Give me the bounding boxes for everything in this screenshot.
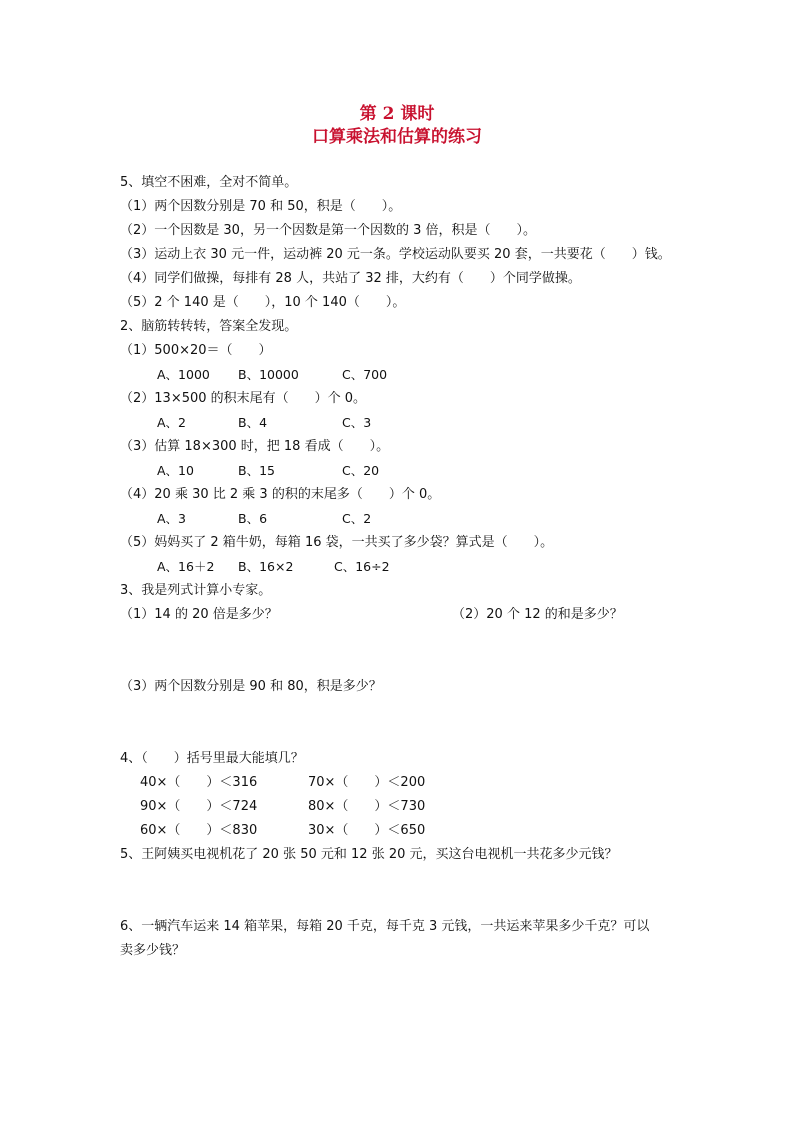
choice-option-a: A、16＋2: [157, 559, 215, 574]
section-heading-fill-blanks: 5、填空不困难，全对不简单。: [120, 175, 298, 190]
inequality-item: 40×（ ）＜316: [140, 775, 258, 790]
choice-option-c: C、20: [342, 463, 380, 478]
choice-question-stem: （4）20 乘 30 比 2 乘 3 的积的末尾多（ ）个 0。: [120, 487, 441, 502]
question-item: （2）一个因数是 30，另一个因数是第一个因数的 3 倍，积是（ ）。: [120, 223, 536, 238]
question-item: （4）同学们做操，每排有 28 人，共站了 32 排，大约有（ ）个同学做操。: [120, 271, 581, 286]
inequality-item: 90×（ ）＜724: [140, 799, 258, 814]
word-problem-tv: 5、王阿姨买电视机花了 20 张 50 元和 12 张 20 元，买这台电视机一共花多少元钱？: [120, 847, 618, 862]
section-heading-calculation: 3、我是列式计算小专家。: [120, 583, 272, 598]
lesson-title: 第 2 课时: [359, 104, 435, 124]
section-heading-largest-digit: 4、（ ）括号里最大能填几？: [120, 751, 304, 766]
calc-question-2: （2）20 个 12 的和是多少？: [452, 607, 623, 622]
choice-question-stem: （1）500×20＝（ ）: [120, 343, 272, 358]
choice-option-c: C、2: [342, 511, 372, 526]
choice-option-b: B、4: [238, 415, 268, 430]
question-item: （1）两个因数分别是 70 和 50，积是（ ）。: [120, 199, 402, 214]
choice-question-stem: （2）13×500 的积末尾有（ ）个 0。: [120, 391, 367, 406]
inequality-item: 30×（ ）＜650: [308, 823, 426, 838]
word-problem-apples-line2: 卖多少钱？: [120, 943, 186, 958]
choice-question-stem: （3）估算 18×300 时，把 18 看成（ ）。: [120, 439, 390, 454]
choice-question-stem: （5）妈妈买了 2 箱牛奶，每箱 16 袋，一共买了多少袋？算式是（ ）。: [120, 535, 554, 550]
question-item: （5）2 个 140 是（ ），10 个 140（ ）。: [120, 295, 406, 310]
choice-option-a: A、3: [157, 511, 187, 526]
choice-option-b: B、15: [238, 463, 275, 478]
section-heading-multiple-choice: 2、脑筋转转转，答案全发现。: [120, 319, 298, 334]
calc-question-1: （1）14 的 20 倍是多少？: [120, 607, 278, 622]
word-problem-apples-line1: 6、一辆汽车运来 14 箱苹果，每箱 20 千克，每千克 3 元钱，一共运来苹果多少千克？可以: [120, 919, 650, 934]
choice-option-a: A、10: [157, 463, 194, 478]
question-item: （3）运动上衣 30 元一件，运动裤 20 元一条。学校运动队要买 20 套，一共要花（ ）钱。: [120, 247, 671, 262]
choice-option-c: C、700: [342, 367, 388, 382]
inequality-item: 70×（ ）＜200: [308, 775, 426, 790]
choice-option-c: C、16÷2: [334, 559, 390, 574]
choice-option-b: B、6: [238, 511, 268, 526]
choice-option-b: B、16×2: [238, 559, 294, 574]
choice-option-c: C、3: [342, 415, 372, 430]
page-title: 口算乘法和估算的练习: [312, 127, 482, 147]
inequality-item: 60×（ ）＜830: [140, 823, 258, 838]
choice-option-a: A、1000: [157, 367, 210, 382]
choice-option-a: A、2: [157, 415, 187, 430]
calc-question-3: （3）两个因数分别是 90 和 80，积是多少？: [120, 679, 382, 694]
choice-option-b: B、10000: [238, 367, 299, 382]
inequality-item: 80×（ ）＜730: [308, 799, 426, 814]
